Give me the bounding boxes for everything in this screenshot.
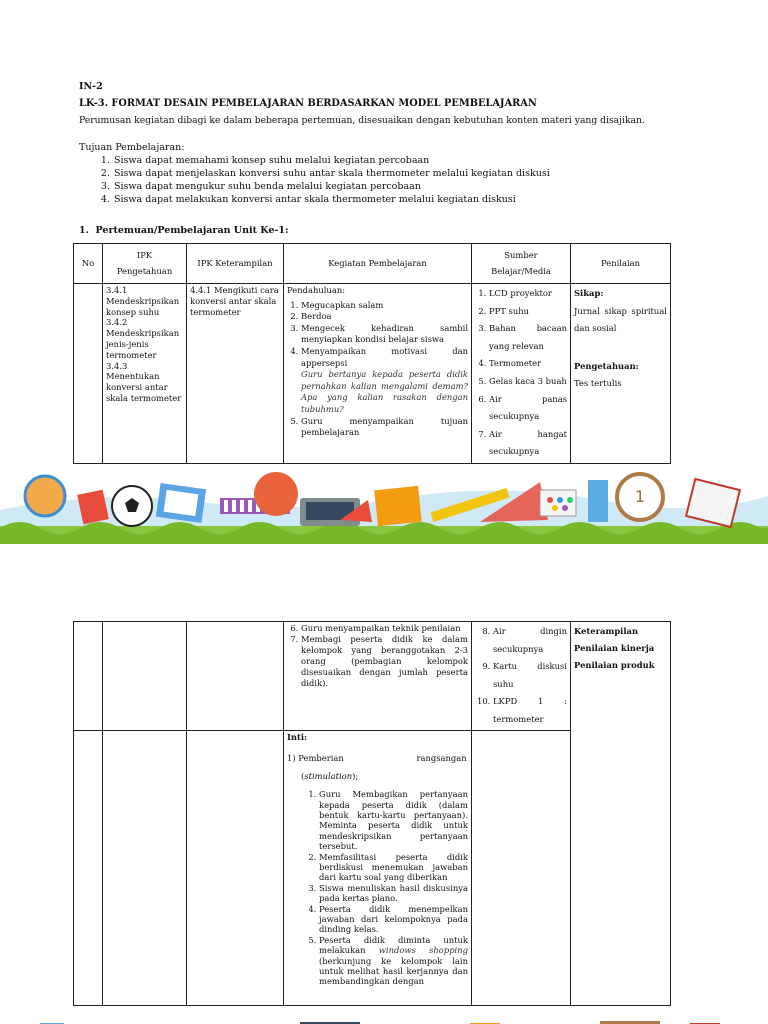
assessment-attitude-heading: Sikap: (574, 288, 604, 298)
cell-sources (472, 284, 571, 464)
goal-item: 1. Siswa dapat memahami konsep suhu melalui kegiatan percobaan (100, 155, 430, 166)
doc-intro: Perumusan kegiatan dibagi ke dalam beberapa pertemuan, disesuaikan dengan kebutuhan konten materi yang disajikan. (79, 115, 645, 126)
assessment-skill-item: Penilaian kinerja (574, 643, 655, 653)
source-item: 7. Air hangat secukupnya (489, 426, 567, 461)
cell-ipk-knowledge (103, 622, 187, 731)
cell-ipk-skill (187, 730, 284, 1005)
doc-title: LK-3. FORMAT DESAIN PEMBELAJARAN BERDASARKAN MODEL PEMBELAJARAN (79, 98, 537, 109)
stim-item: 5. Peserta didik diminta untuk melakukan windows shopping (berkunjung ke kelompok lain untuk melihat hasil kerjannya dan membandingkan dengan (319, 935, 468, 987)
assessment-skill-heading: Keterampilan (574, 626, 639, 636)
intro-item: 4. Menyampaikan motivasi dan appersepsi (301, 346, 468, 369)
cell-no (74, 284, 103, 464)
decorative-banner-bottom (0, 1014, 768, 1024)
header-no: No (74, 244, 103, 284)
goal-item: 4. Siswa dapat melakukan konversi antar skala thermometer melalui kegiatan diskusi (100, 194, 516, 205)
source-item: 8. Air dingin secukupnya (493, 623, 567, 658)
goal-item: 3. Siswa dapat mengukur suhu benda melalui kegiatan percobaan (100, 181, 421, 192)
intro-item: 1. Megucapkan salam (301, 300, 468, 312)
stimulation-heading: 1) Pemberian rangsangan (stimulation); (287, 752, 467, 781)
goal-item: 2. Siswa dapat menjelaskan konversi suhu antar skala thermometer melalui kegiatan diskusi (100, 168, 550, 179)
intro-item: 2. Berdoa (301, 311, 468, 323)
intro-item: 7. Membagi peserta didik ke dalam kelompok yang beranggotakan 2-3 orang (pembagian kelompok disesuaikan dengan jumlah peserta didik). (301, 634, 468, 689)
assessment-attitude: Jurnal sikap spiritual dan sosial (574, 305, 667, 334)
page-number-badge: 1 (615, 472, 665, 522)
cell-assessment (571, 622, 671, 1006)
cell-ipk-skill: 4.4.1 Mengikuti cara konversi antar skala termometer (187, 284, 284, 464)
header-sources: Sumber Belajar/Media (472, 244, 571, 284)
assessment-knowledge: Tes tertulis (574, 378, 622, 389)
intro-item: 5. Guru menyampaikan tujuan pembelajaran (301, 416, 468, 439)
source-item: 9. Kartu diskusi suhu (493, 658, 567, 693)
cell-assessment (571, 284, 671, 464)
assessment-knowledge-heading: Pengetahuan: (574, 360, 639, 371)
stim-item: 1. Guru Membagikan pertanyaan kepada peserta didik (dalam bentuk kartu-kartu pertanyaan). Meminta peserta didik untuk mendeskripsikan pertanyaan tersebut. (319, 789, 468, 851)
intro-item: 3. Mengecek kehadiran sambil menyiapkan kondisi belajar siswa (301, 323, 468, 346)
cell-activities (284, 284, 472, 464)
header-assessment: Penilaian (571, 244, 671, 284)
goals-list (79, 154, 719, 206)
source-item: 5. Gelas kaca 3 buah (489, 373, 567, 391)
stim-item: 2. Memfasilitasi peserta didik berdiskusi menemukan jawaban dari kartu soal yang diberikan (319, 852, 468, 883)
cell-no (74, 622, 103, 731)
header-activities: Kegiatan Pembelajaran (284, 244, 472, 284)
intro-question: Guru bertanya kepada peserta didik pernahkan kalian mengalami demam? Apa yang kalian rasakan dengan tubuhmu? (301, 369, 468, 414)
source-item: 1. LCD proyektor (489, 285, 567, 303)
header-ipk-knowledge: IPK Pengetahuan (103, 244, 187, 284)
stim-item: 4. Peserta didik menempelkan jawaban dari kelompoknya pada dinding kelas. (319, 904, 468, 935)
goals-heading: Tujuan Pembelajaran: (79, 142, 185, 153)
source-item: 4. Termometer (489, 355, 567, 373)
intro-heading: Pendahuluan: (287, 285, 346, 295)
source-item: 10. LKPD 1 : termometer (493, 693, 567, 728)
learning-design-table-continued (73, 621, 671, 1006)
cell-ipk-knowledge: 3.4.1 Mendeskripsikan konsep suhu 3.4.2 Mendeskripsikan jenis-jenis termometer 3.4.3 Menentukan konversi antar skala termometer (103, 284, 187, 464)
core-heading: Inti: (287, 731, 308, 742)
assessment-skill-item: Penilaian produk (574, 660, 655, 670)
cell-ipk-knowledge (103, 730, 187, 1005)
cell-no (74, 730, 103, 1005)
header-ipk-skill: IPK Keterampilan (187, 244, 284, 284)
learning-design-table (73, 243, 671, 464)
source-item: 3. Bahan bacaan yang relevan (489, 320, 567, 355)
cell-activities (284, 622, 472, 731)
school-supplies-illustration-partial (0, 1019, 768, 1024)
cell-sources (472, 622, 571, 731)
cell-ipk-skill (187, 622, 284, 731)
source-item: 6. Air panas secukupnya (489, 391, 567, 426)
cell-sources (472, 730, 571, 1005)
decorative-banner (0, 470, 768, 544)
doc-code: IN-2 (79, 81, 103, 92)
cell-activities (284, 730, 472, 1005)
stim-item: 3. Siswa menuliskan hasil diskusinya pada kertas plano. (319, 883, 468, 904)
intro-item: 6. Guru menyampaikan teknik penilaian (301, 623, 468, 634)
section-heading: 1. Pertemuan/Pembelajaran Unit Ke-1: (79, 225, 289, 236)
source-item: 2. PPT suhu (489, 303, 567, 321)
